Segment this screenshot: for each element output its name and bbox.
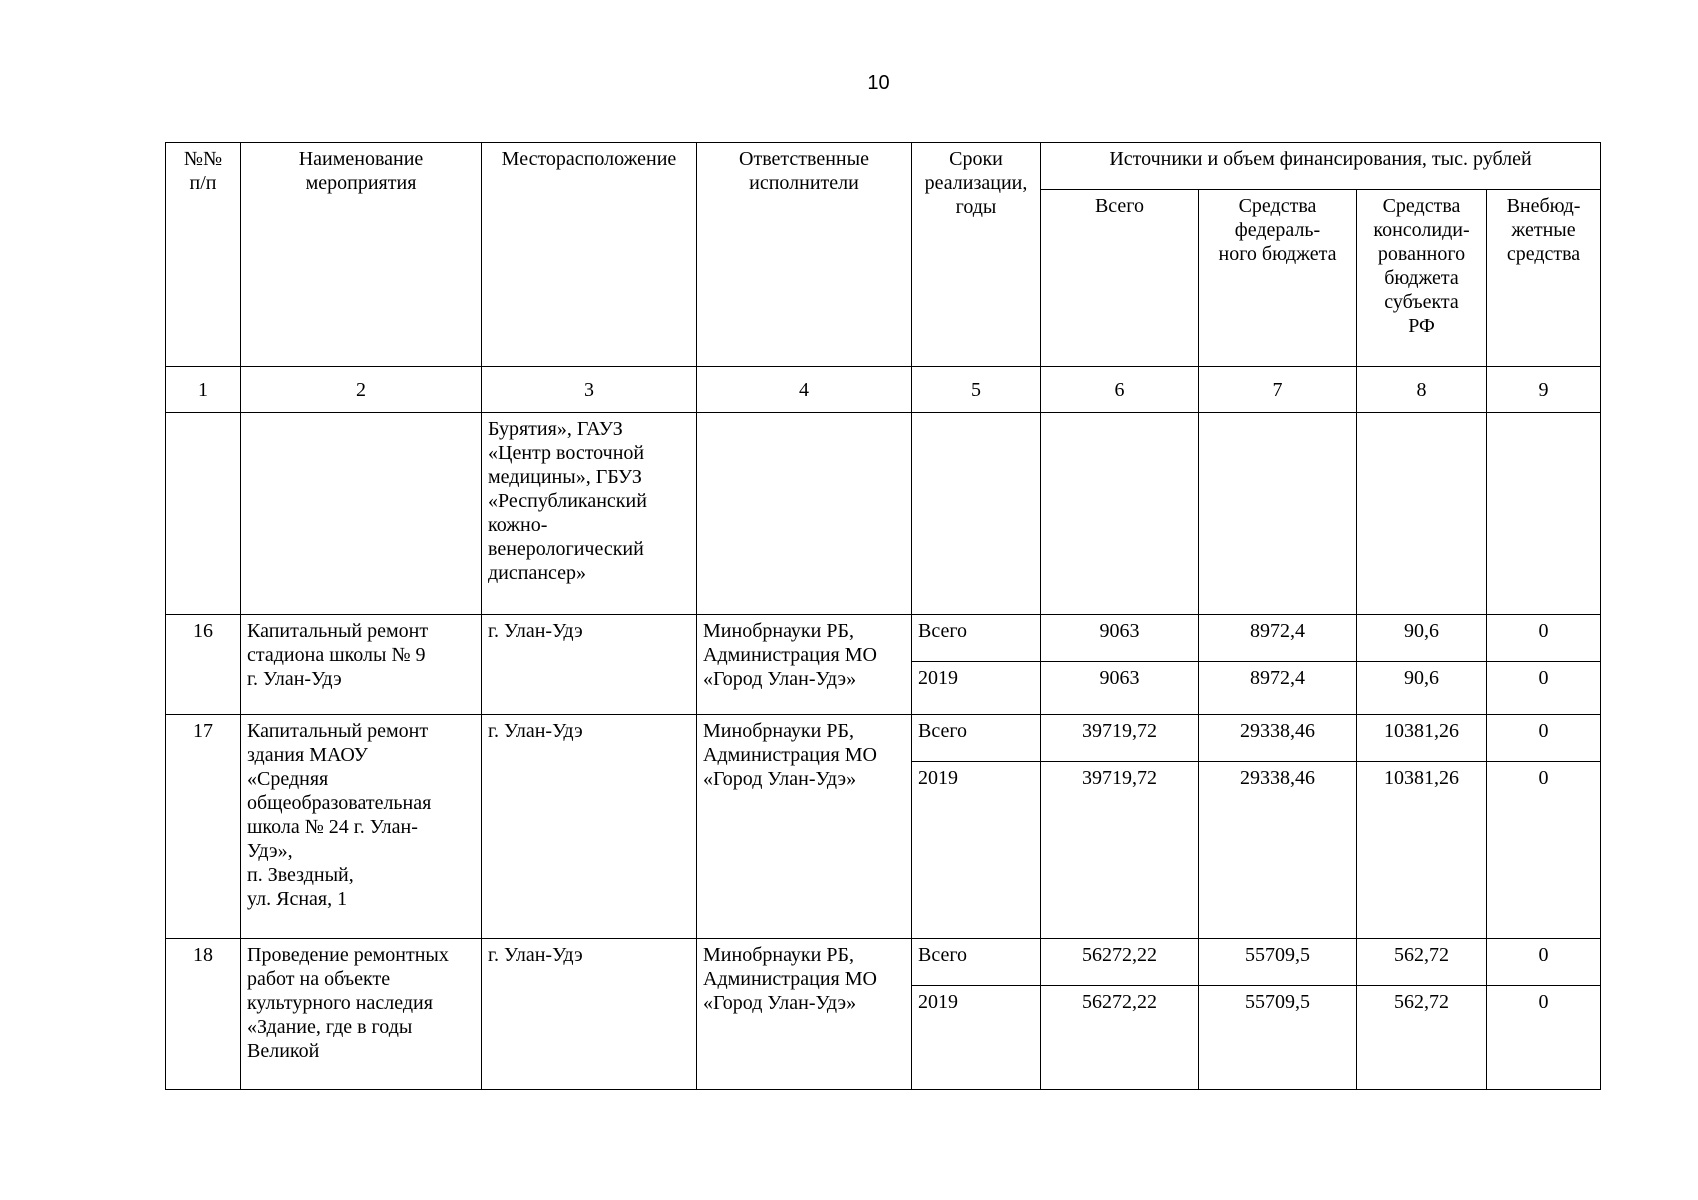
header-period: Сроки реализации, годы — [912, 143, 1041, 367]
continuation-location: Бурятия», ГАУЗ «Центр восточной медицины», ГБУЗ «Республиканский кожно- венерологический диспансер» — [482, 413, 697, 615]
header-regional: Средства консолиди- рованного бюджета субъекта РФ — [1357, 190, 1487, 367]
total-cell: 9063 — [1041, 615, 1199, 662]
extra-cell: 0 — [1487, 715, 1601, 762]
period-cell: 2019 — [912, 762, 1041, 939]
period-cell: Всего — [912, 715, 1041, 762]
header-total: Всего — [1041, 190, 1199, 367]
column-number: 5 — [912, 367, 1041, 413]
federal-cell: 29338,46 — [1199, 762, 1357, 939]
column-number: 6 — [1041, 367, 1199, 413]
funding-table — [165, 142, 1601, 1090]
empty-cell — [166, 413, 241, 615]
event-name: Проведение ремонтных работ на объекте культурного наследия «Здание, где в годы Великой — [241, 939, 482, 1090]
empty-cell — [1357, 413, 1487, 615]
total-cell: 56272,22 — [1041, 986, 1199, 1090]
column-number: 9 — [1487, 367, 1601, 413]
extra-cell: 0 — [1487, 939, 1601, 986]
period-cell: Всего — [912, 615, 1041, 662]
empty-cell — [1041, 413, 1199, 615]
event-location: г. Улан-Удэ — [482, 715, 697, 939]
regional-cell: 90,6 — [1357, 615, 1487, 662]
event-location: г. Улан-Удэ — [482, 939, 697, 1090]
column-number: 7 — [1199, 367, 1357, 413]
row-number: 18 — [166, 939, 241, 1090]
header-extra: Внебюд- жетные средства — [1487, 190, 1601, 367]
federal-cell: 55709,5 — [1199, 939, 1357, 986]
header-responsible: Ответственные исполнители — [697, 143, 912, 367]
table-row — [166, 715, 1601, 762]
total-cell: 39719,72 — [1041, 762, 1199, 939]
table-row — [166, 939, 1601, 986]
column-number-row — [166, 367, 1601, 413]
header-name: Наименование мероприятия — [241, 143, 482, 367]
page-number: 10 — [867, 72, 890, 94]
federal-cell: 8972,4 — [1199, 615, 1357, 662]
header-row — [166, 143, 1601, 190]
event-responsible: Минобрнауки РБ, Администрация МО «Город Улан-Удэ» — [697, 939, 912, 1090]
column-number: 2 — [241, 367, 482, 413]
row-number: 17 — [166, 715, 241, 939]
federal-cell: 8972,4 — [1199, 662, 1357, 715]
total-cell: 9063 — [1041, 662, 1199, 715]
empty-cell — [912, 413, 1041, 615]
period-cell: 2019 — [912, 986, 1041, 1090]
column-number: 4 — [697, 367, 912, 413]
extra-cell: 0 — [1487, 662, 1601, 715]
row-number: 16 — [166, 615, 241, 715]
continuation-row — [166, 413, 1601, 615]
empty-cell — [241, 413, 482, 615]
empty-cell — [697, 413, 912, 615]
total-cell: 39719,72 — [1041, 715, 1199, 762]
event-name: Капитальный ремонт стадиона школы № 9 г. Улан-Удэ — [241, 615, 482, 715]
total-cell: 56272,22 — [1041, 939, 1199, 986]
table-row — [166, 615, 1601, 662]
regional-cell: 90,6 — [1357, 662, 1487, 715]
column-number: 8 — [1357, 367, 1487, 413]
extra-cell: 0 — [1487, 762, 1601, 939]
regional-cell: 10381,26 — [1357, 715, 1487, 762]
event-location: г. Улан-Удэ — [482, 615, 697, 715]
header-federal: Средства федераль- ного бюджета — [1199, 190, 1357, 367]
empty-cell — [1199, 413, 1357, 615]
event-responsible: Минобрнауки РБ, Администрация МО «Город Улан-Удэ» — [697, 715, 912, 939]
column-number: 3 — [482, 367, 697, 413]
regional-cell: 562,72 — [1357, 939, 1487, 986]
header-funding-group: Источники и объем финансирования, тыс. рублей — [1041, 143, 1601, 190]
column-number: 1 — [166, 367, 241, 413]
event-name: Капитальный ремонт здания МАОУ «Средняя общеобразовательная школа № 24 г. Улан- Удэ», п. Звездный, ул. Ясная, 1 — [241, 715, 482, 939]
empty-cell — [1487, 413, 1601, 615]
federal-cell: 29338,46 — [1199, 715, 1357, 762]
federal-cell: 55709,5 — [1199, 986, 1357, 1090]
header-location: Месторасположение — [482, 143, 697, 367]
regional-cell: 10381,26 — [1357, 762, 1487, 939]
period-cell: 2019 — [912, 662, 1041, 715]
regional-cell: 562,72 — [1357, 986, 1487, 1090]
extra-cell: 0 — [1487, 986, 1601, 1090]
event-responsible: Минобрнауки РБ, Администрация МО «Город Улан-Удэ» — [697, 615, 912, 715]
extra-cell: 0 — [1487, 615, 1601, 662]
period-cell: Всего — [912, 939, 1041, 986]
header-num: №№ п/п — [166, 143, 241, 367]
